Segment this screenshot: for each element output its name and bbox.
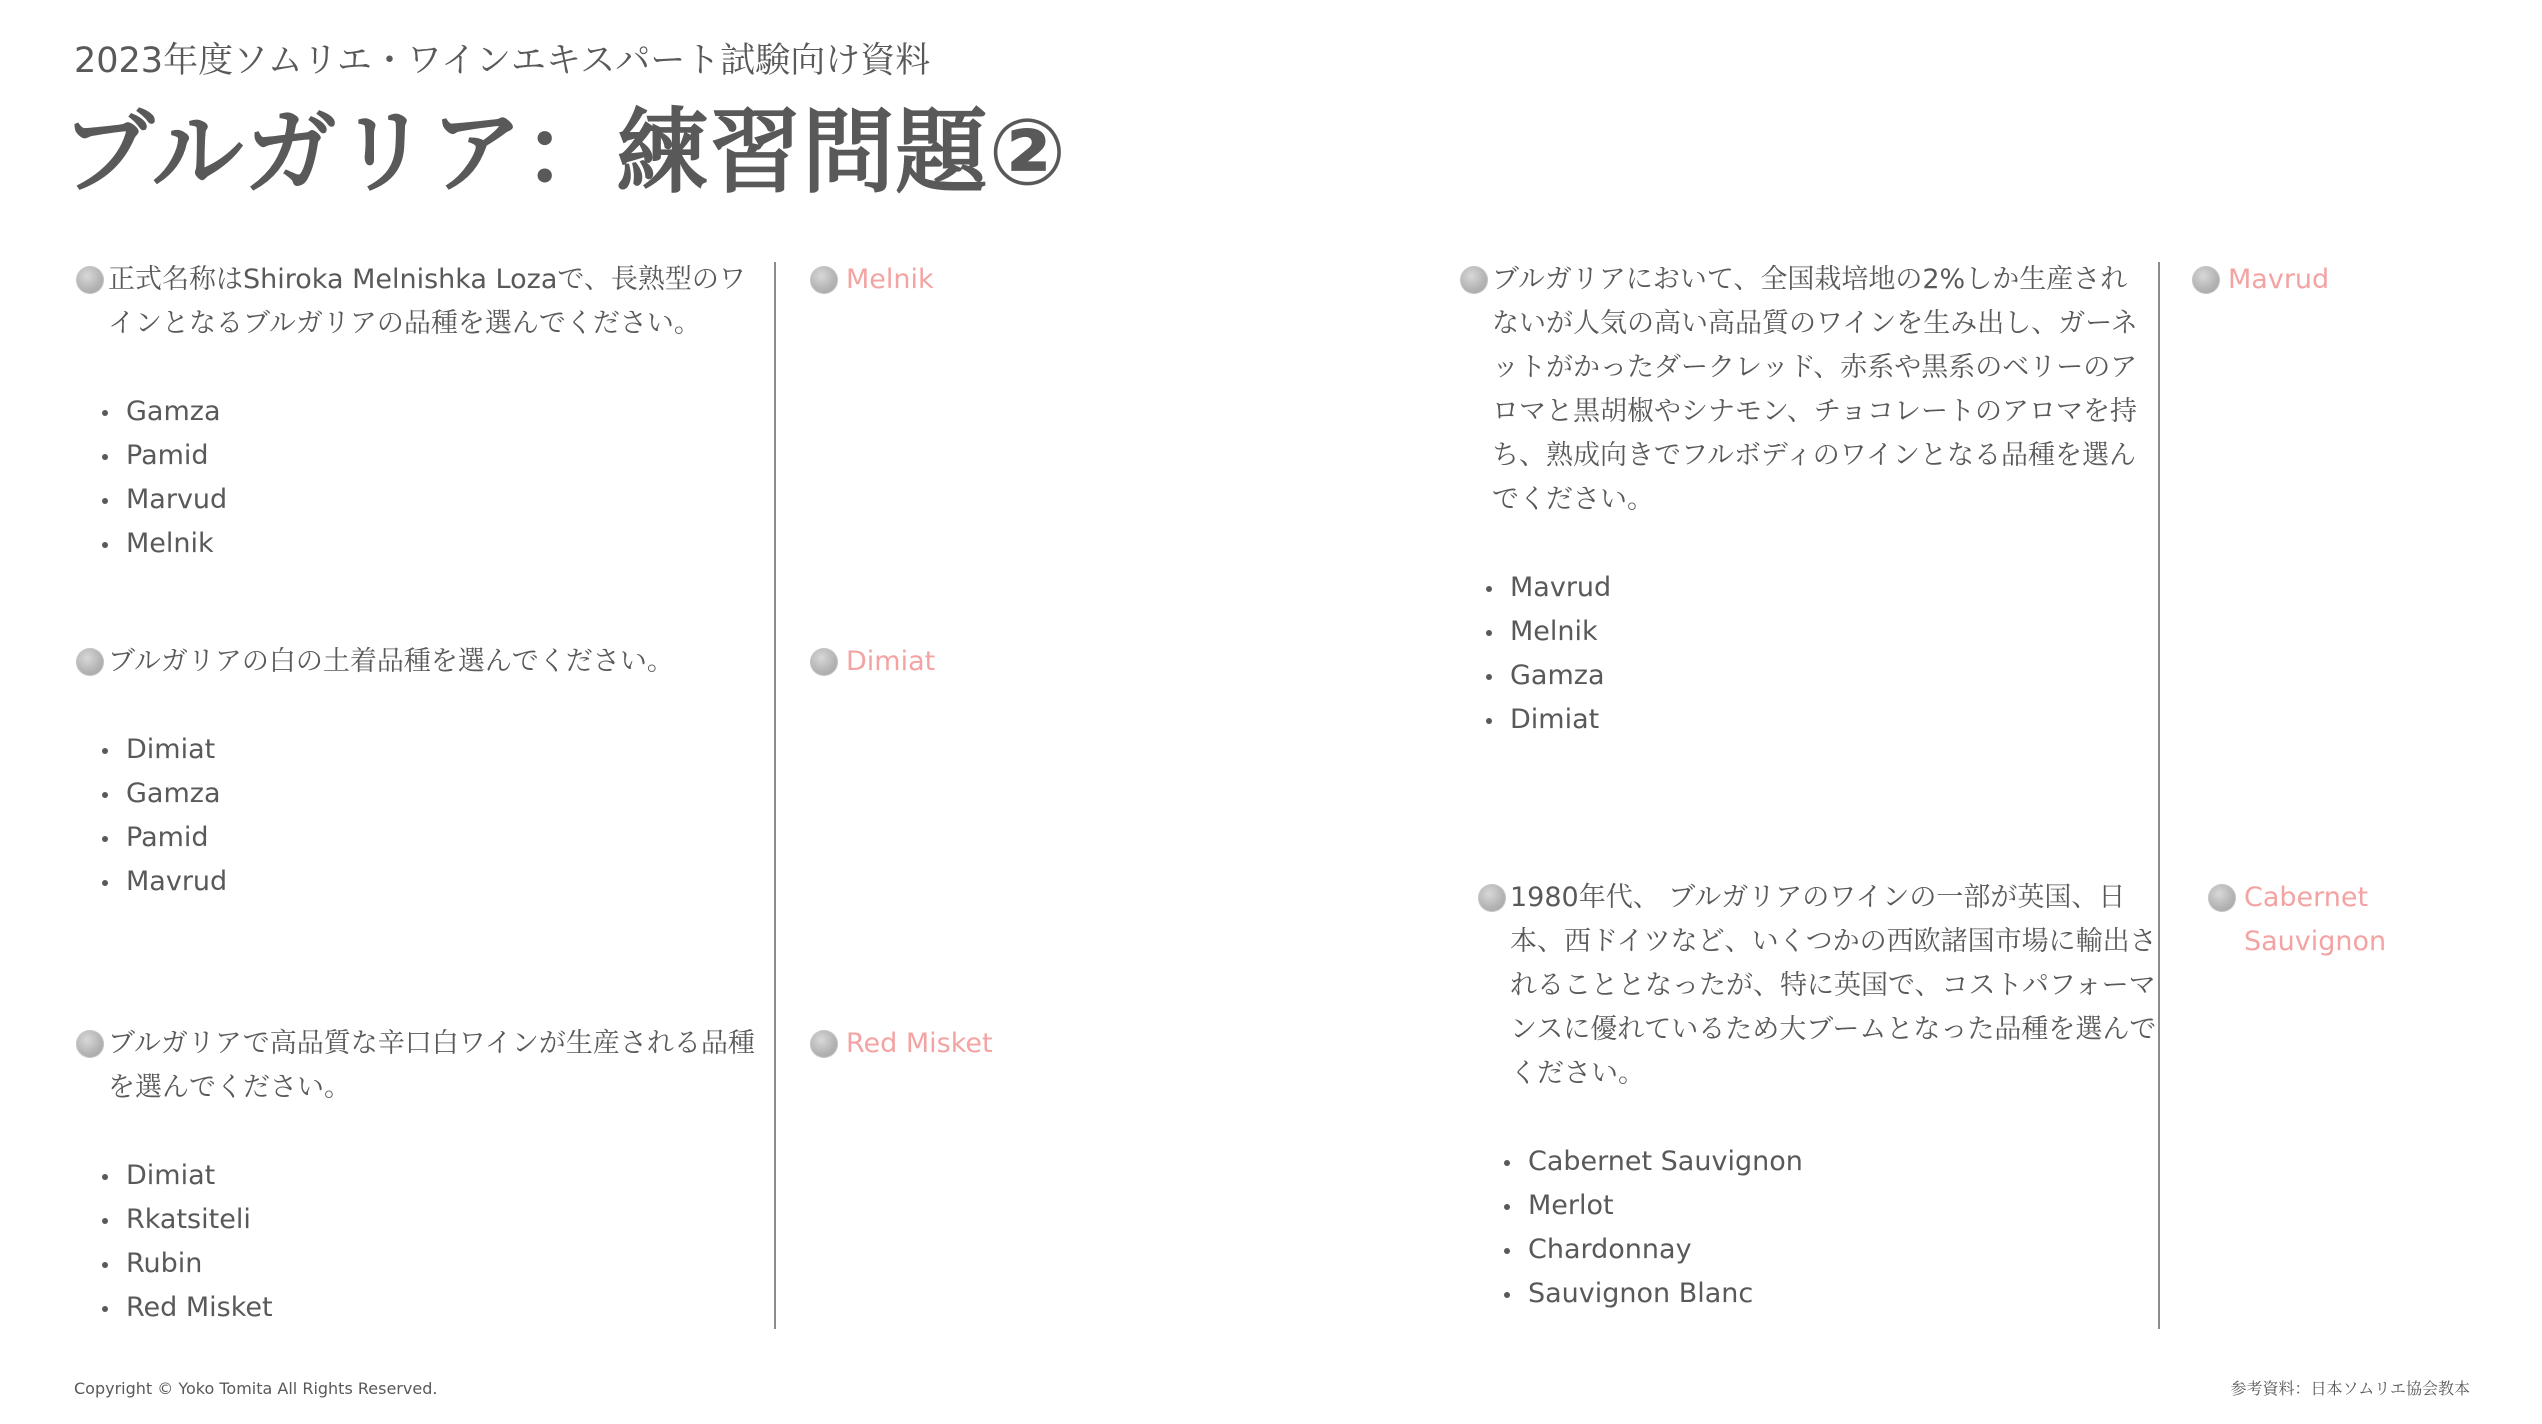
question-2-text: ブルガリアの白の土着品種を選んでください。 [108, 646, 674, 677]
option: Melnik [1486, 610, 2142, 654]
question-3 [78, 1022, 758, 1330]
option: Mavrud [102, 860, 758, 904]
question-bullet-icon [1460, 266, 1488, 294]
answer-bullet-icon [2192, 266, 2220, 294]
option: Melnik [102, 522, 758, 566]
answer-2 [810, 640, 935, 684]
question-bullet-icon [1478, 884, 1506, 912]
page-subtitle: 2023年度ソムリエ・ワインエキスパート試験向け資料 [74, 41, 931, 81]
option: Red Misket [102, 1286, 758, 1330]
option: Dimiat [1486, 698, 2142, 742]
question-5-options [1480, 1140, 2160, 1316]
answer-3-text: Red Misket [846, 1028, 993, 1059]
option: Dimiat [102, 728, 758, 772]
option: Merlot [1504, 1184, 2160, 1228]
question-bullet-icon [76, 266, 104, 294]
question-1-options [78, 390, 758, 566]
answer-5-text: Cabernet Sauvignon [2244, 882, 2387, 957]
copyright-text: Copyright © Yoko Tomita All Rights Reserved. [74, 1379, 438, 1398]
question-1-text: 正式名称はShiroka Melnishka Lozaで、長熟型のワインとなるブルガリアの品種を選んでください。 [108, 264, 746, 339]
answer-2-text: Dimiat [846, 646, 936, 677]
answer-1-text: Melnik [846, 264, 934, 295]
left-divider [774, 262, 776, 1329]
question-3-text: ブルガリアで高品質な辛口白ワインが生産される品種を選んでください。 [108, 1028, 755, 1103]
answer-4-text: Mavrud [2228, 264, 2330, 295]
question-3-head [78, 1022, 758, 1110]
question-2-head [78, 640, 758, 684]
question-5-text: 1980年代、 ブルガリアのワインの一部が英国、日本、西ドイツなど、いくつかの西欧諸国市場に輸出されることとなったが、特に英国で、コストパフォーマンスに優れているため大ブームとなった品種を選んでください。 [1510, 882, 2157, 1089]
question-bullet-icon [76, 1030, 104, 1058]
option: Dimiat [102, 1154, 758, 1198]
question-5 [1480, 876, 2160, 1316]
answer-3 [810, 1022, 993, 1066]
answer-5 [2208, 876, 2414, 964]
option: Sauvignon Blanc [1504, 1272, 2160, 1316]
question-3-options [78, 1154, 758, 1330]
reference-text: 参考資料：日本ソムリエ協会教本 [2230, 1379, 2470, 1398]
question-4-options [1462, 566, 2142, 742]
question-4 [1462, 258, 2142, 742]
option: Pamid [102, 434, 758, 478]
option: Chardonnay [1504, 1228, 2160, 1272]
question-2-options [78, 728, 758, 904]
question-4-head [1462, 258, 2142, 522]
option: Mavrud [1486, 566, 2142, 610]
option: Gamza [102, 390, 758, 434]
option: Rubin [102, 1242, 758, 1286]
question-5-head [1480, 876, 2160, 1096]
question-1-head [78, 258, 758, 346]
option: Pamid [102, 816, 758, 860]
answer-1 [810, 258, 934, 302]
question-2 [78, 640, 758, 904]
question-4-text: ブルガリアにおいて、全国栽培地の2%しか生産されないが人気の高い高品質のワインを生み出し、ガーネットがかったダークレッド、赤系や黒系のベリーのアロマと黒胡椒やシナモン、チョコレートのアロマを持ち、熟成向きでフルボディのワインとなる品種を選んでください。 [1492, 264, 2138, 515]
answer-bullet-icon [810, 1030, 838, 1058]
question-bullet-icon [76, 648, 104, 676]
page-title: ブルガリア：練習問題② [62, 99, 1068, 206]
answer-bullet-icon [810, 648, 838, 676]
answer-bullet-icon [2208, 884, 2236, 912]
question-1 [78, 258, 758, 566]
answer-4 [2192, 258, 2329, 302]
option: Rkatsiteli [102, 1198, 758, 1242]
option: Cabernet Sauvignon [1504, 1140, 2160, 1184]
answer-bullet-icon [810, 266, 838, 294]
option: Marvud [102, 478, 758, 522]
option: Gamza [1486, 654, 2142, 698]
option: Gamza [102, 772, 758, 816]
